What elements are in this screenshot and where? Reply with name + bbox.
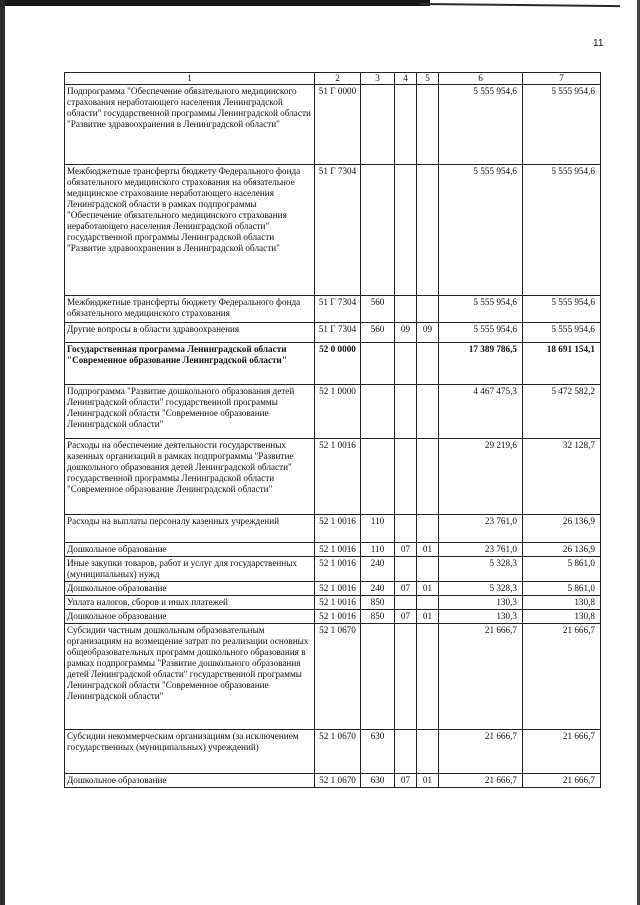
row-year1: 21 666,7 xyxy=(439,624,523,730)
row-rz xyxy=(395,730,417,774)
table-row xyxy=(65,343,601,385)
row-year1: 130,3 xyxy=(439,610,523,624)
row-vr: 240 xyxy=(361,557,395,582)
row-csr: 51 Г 7304 xyxy=(315,323,361,343)
row-pr xyxy=(417,515,439,543)
row-year2: 5 861,0 xyxy=(523,557,601,582)
row-pr xyxy=(417,343,439,385)
header-cell: 5 xyxy=(417,73,439,85)
table-row xyxy=(65,557,601,582)
row-name: Уплата налогов, сборов и иных платежей xyxy=(65,596,315,610)
row-vr xyxy=(361,624,395,730)
row-year2: 18 691 154,1 xyxy=(523,343,601,385)
row-year2: 21 666,7 xyxy=(523,730,601,774)
header-cell: 6 xyxy=(439,73,523,85)
row-vr xyxy=(361,439,395,515)
row-rz xyxy=(395,624,417,730)
row-name: Другие вопросы в области здравоохранения xyxy=(65,323,315,343)
row-csr: 52 1 0016 xyxy=(315,543,361,557)
row-name: Подпрограмма "Развитие дошкольного образования детей Ленинградской области" государственной программы Ленинградской области "Современное образование Ленинградской области" xyxy=(65,385,315,439)
row-year2: 5 555 954,6 xyxy=(523,296,601,323)
row-csr: 52 1 0016 xyxy=(315,582,361,596)
row-name: Субсидии некоммерческим организациям (за исключением государственных (муниципальных) учреждений) xyxy=(65,730,315,774)
row-vr xyxy=(361,343,395,385)
row-csr: 51 Г 7304 xyxy=(315,296,361,323)
budget-table xyxy=(64,72,601,788)
row-csr: 51 Г 7304 xyxy=(315,165,361,296)
row-vr: 850 xyxy=(361,596,395,610)
row-rz: 07 xyxy=(395,543,417,557)
table-row xyxy=(65,610,601,624)
row-rz xyxy=(395,343,417,385)
row-year2: 26 136,9 xyxy=(523,543,601,557)
row-vr xyxy=(361,385,395,439)
row-vr: 630 xyxy=(361,774,395,788)
table-row xyxy=(65,582,601,596)
row-year2: 5 555 954,6 xyxy=(523,85,601,165)
table-header-row xyxy=(65,73,601,85)
row-csr: 52 1 0016 xyxy=(315,596,361,610)
row-year2: 26 136,9 xyxy=(523,515,601,543)
row-name: Иные закупки товаров, работ и услуг для государственных (муниципальных) нужд xyxy=(65,557,315,582)
header-cell: 4 xyxy=(395,73,417,85)
row-csr: 52 1 0000 xyxy=(315,385,361,439)
row-vr xyxy=(361,85,395,165)
table-row xyxy=(65,596,601,610)
row-year2: 21 666,7 xyxy=(523,624,601,730)
row-name: Расходы на выплаты персоналу казенных учреждений xyxy=(65,515,315,543)
row-rz xyxy=(395,385,417,439)
table-row xyxy=(65,515,601,543)
row-vr: 110 xyxy=(361,515,395,543)
row-pr xyxy=(417,85,439,165)
row-csr: 52 1 0016 xyxy=(315,439,361,515)
row-pr xyxy=(417,439,439,515)
row-rz: 07 xyxy=(395,610,417,624)
row-rz xyxy=(395,296,417,323)
row-year1: 29 219,6 xyxy=(439,439,523,515)
table-row xyxy=(65,439,601,515)
row-year1: 5 328,3 xyxy=(439,557,523,582)
table-row xyxy=(65,543,601,557)
row-csr: 52 1 0670 xyxy=(315,774,361,788)
row-name: Государственная программа Ленинградской области "Современное образование Ленинградской области" xyxy=(65,343,315,385)
table-row xyxy=(65,385,601,439)
row-year2: 5 555 954,6 xyxy=(523,323,601,343)
row-year2: 130,8 xyxy=(523,610,601,624)
row-name: Межбюджетные трансферты бюджету Федерального фонда обязательного медицинского страхования на обязательное медицинское страхование неработающего населения Ленинградской области в рамках подпрограммы "Обеспечение обязательного медицинского страхования неработающего населения Ленинградской области" государственной программы Ленинградской области "Развитие здравоохранения в Ленинградской области" xyxy=(65,165,315,296)
row-vr: 850 xyxy=(361,610,395,624)
row-csr: 52 0 0000 xyxy=(315,343,361,385)
header-cell: 7 xyxy=(523,73,601,85)
row-year2: 5 555 954,6 xyxy=(523,165,601,296)
row-pr: 09 xyxy=(417,323,439,343)
row-year1: 17 389 786,5 xyxy=(439,343,523,385)
row-pr xyxy=(417,385,439,439)
row-name: Расходы на обеспечение деятельности государственных казенных организаций в рамках подпрограммы "Развитие дошкольного образования детей Ленинградской области" государственной программы Ленинградской области "Современное образование Ленинградской области" xyxy=(65,439,315,515)
row-year1: 5 328,3 xyxy=(439,582,523,596)
row-year2: 5 472 582,2 xyxy=(523,385,601,439)
row-pr xyxy=(417,730,439,774)
table-row xyxy=(65,296,601,323)
row-year1: 21 666,7 xyxy=(439,774,523,788)
scan-edge-left xyxy=(0,0,5,905)
row-name: Субсидии частным дошкольным образовательным организациям на возмещение затрат по реализации основных общеобразовательных программ дошкольного образования в рамках подпрограммы "Развитие дошкольного образования детей Ленинградской области" государственной программы Ленинградской области "Современное образование Ленинградской области" xyxy=(65,624,315,730)
row-csr: 52 1 0016 xyxy=(315,610,361,624)
table-row xyxy=(65,323,601,343)
row-rz: 09 xyxy=(395,323,417,343)
page-number: 11 xyxy=(593,38,604,49)
table-row xyxy=(65,730,601,774)
row-pr xyxy=(417,596,439,610)
row-pr xyxy=(417,296,439,323)
header-cell: 2 xyxy=(315,73,361,85)
row-name: Дошкольное образование xyxy=(65,774,315,788)
row-name: Дошкольное образование xyxy=(65,543,315,557)
row-vr: 240 xyxy=(361,582,395,596)
table-row xyxy=(65,774,601,788)
row-year1: 5 555 954,6 xyxy=(439,296,523,323)
row-pr: 01 xyxy=(417,543,439,557)
row-year2: 130,8 xyxy=(523,596,601,610)
row-year2: 32 128,7 xyxy=(523,439,601,515)
row-year2: 5 861,0 xyxy=(523,582,601,596)
row-vr xyxy=(361,165,395,296)
scan-edge-top-line xyxy=(420,3,620,7)
row-csr: 52 1 0670 xyxy=(315,730,361,774)
row-csr: 52 1 0670 xyxy=(315,624,361,730)
row-pr xyxy=(417,165,439,296)
row-rz: 07 xyxy=(395,774,417,788)
scan-edge-top xyxy=(0,0,430,6)
row-rz xyxy=(395,596,417,610)
row-name: Подпрограмма "Обеспечение обязательного медицинского страхования неработающего населения Ленинградской области" государственной программы Ленинградской области "Развитие здравоохранения в Ленинградской области" xyxy=(65,85,315,165)
row-csr: 51 Г 0000 xyxy=(315,85,361,165)
row-rz: 07 xyxy=(395,582,417,596)
table-row xyxy=(65,165,601,296)
row-year1: 23 761,0 xyxy=(439,515,523,543)
row-year1: 5 555 954,6 xyxy=(439,323,523,343)
row-pr: 01 xyxy=(417,774,439,788)
table-row xyxy=(65,85,601,165)
row-year1: 4 467 475,3 xyxy=(439,385,523,439)
row-vr: 630 xyxy=(361,730,395,774)
row-year1: 130,3 xyxy=(439,596,523,610)
row-rz xyxy=(395,557,417,582)
row-name: Межбюджетные трансферты бюджету Федерального фонда обязательного медицинского страхования xyxy=(65,296,315,323)
row-year2: 21 666,7 xyxy=(523,774,601,788)
row-csr: 52 1 0016 xyxy=(315,515,361,543)
header-cell: 3 xyxy=(361,73,395,85)
table-row xyxy=(65,624,601,730)
row-year1: 21 666,7 xyxy=(439,730,523,774)
header-cell: 1 xyxy=(65,73,315,85)
row-vr: 560 xyxy=(361,323,395,343)
row-rz xyxy=(395,439,417,515)
row-year1: 23 761,0 xyxy=(439,543,523,557)
row-rz xyxy=(395,165,417,296)
row-name: Дошкольное образование xyxy=(65,582,315,596)
row-year1: 5 555 954,6 xyxy=(439,85,523,165)
row-vr: 110 xyxy=(361,543,395,557)
row-pr xyxy=(417,557,439,582)
row-rz xyxy=(395,85,417,165)
row-year1: 5 555 954,6 xyxy=(439,165,523,296)
row-name: Дошкольное образование xyxy=(65,610,315,624)
row-vr: 560 xyxy=(361,296,395,323)
row-rz xyxy=(395,515,417,543)
row-csr: 52 1 0016 xyxy=(315,557,361,582)
row-pr: 01 xyxy=(417,582,439,596)
row-pr: 01 xyxy=(417,610,439,624)
row-pr xyxy=(417,624,439,730)
